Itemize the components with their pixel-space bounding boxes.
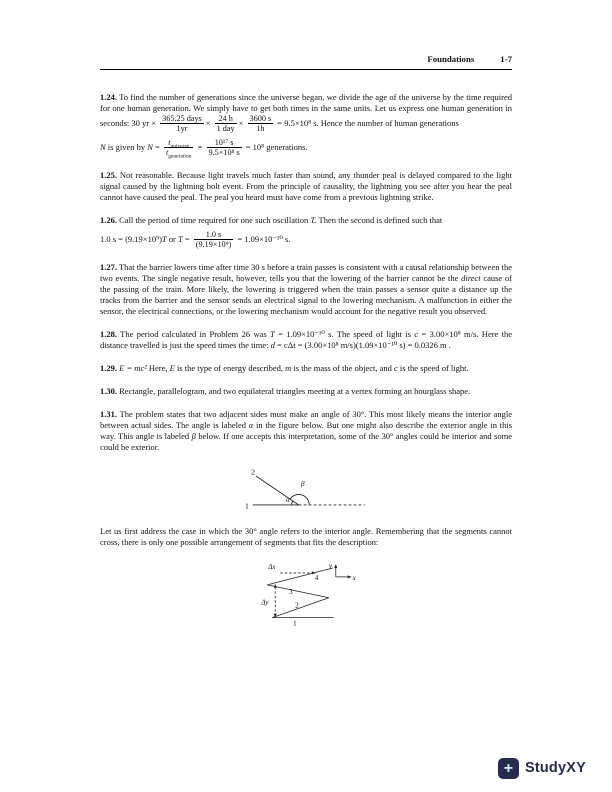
segment-4-label: 4 xyxy=(314,573,318,582)
segment-1-label: 1 xyxy=(292,619,297,628)
variable-T: T. xyxy=(310,214,317,225)
text-run: Rectangle, parallelogram, and two equilateral triangles meeting at a vertex forming an hourglass shape. xyxy=(117,385,471,396)
segment-4-line xyxy=(267,567,333,584)
text-run: To find the number of generations since the universe began, we divide the age of the universe by the time required for one human generation. We simply have to get both times in the same units. Let us express one human generation in seconds: xyxy=(100,92,512,128)
problem-1-30 xyxy=(100,386,512,397)
denominator: 1 day xyxy=(216,124,235,134)
figure-angle-wrap xyxy=(100,467,512,516)
variable-t: t xyxy=(165,148,169,158)
delta-x-label: Δx xyxy=(267,562,275,571)
problem-number: 1.24. xyxy=(100,92,117,102)
delta-y-label: Δy xyxy=(260,598,268,607)
equals-sign: = xyxy=(197,141,203,152)
segment-3-line xyxy=(267,584,329,597)
header-rule xyxy=(100,69,512,70)
variable-alpha: α xyxy=(248,419,254,430)
variable-t: t xyxy=(168,137,171,147)
denominator: 1h xyxy=(256,124,265,134)
variable-T: T xyxy=(177,233,183,244)
x-axis-label: x xyxy=(352,573,356,582)
fraction-hours-per-day xyxy=(215,114,237,134)
y-axis-label: y xyxy=(328,561,332,570)
text-run: below. If one accepts this interpretation, some of the 30° angles could be interior and some could be exterior. xyxy=(100,430,512,452)
variable-T: T xyxy=(270,328,275,339)
math-text: 1.0 s = (9.19×10⁹) xyxy=(100,233,162,244)
problem-1-26 xyxy=(100,215,512,250)
fraction-time-ratio xyxy=(164,138,194,158)
fraction-values xyxy=(207,138,242,158)
denominator: (9.19×10⁹) xyxy=(195,240,232,250)
emphasis-direct: direct xyxy=(461,272,481,283)
segment-3-label: 3 xyxy=(288,587,293,596)
figure-interior-exterior-angle xyxy=(240,467,373,513)
variable-E: E xyxy=(169,362,175,373)
text-run: cause of the passing of the train. More likely, the lowering is triggered when the train passes a sensor quite a distance up the tracks from the barrier and the sensor sends an electrical signal to the lowering mechanism. A malfunction in either the sensor, the electrical connections, or the lowering mechanism would account for the negative result you observed. xyxy=(100,272,512,316)
segment-2-label: 2 xyxy=(250,467,255,477)
beta-label: β xyxy=(300,479,305,488)
problem-number: 1.25. xyxy=(100,169,117,180)
numerator: 10¹⁷ s xyxy=(207,138,242,148)
text-run: or xyxy=(166,233,178,244)
numerator: 24 h xyxy=(215,114,237,124)
problem-1-25 xyxy=(100,170,512,203)
problem-number: 1.28. xyxy=(100,328,117,339)
numerator xyxy=(164,138,194,148)
problem-1-28 xyxy=(100,329,512,351)
times-sign: × xyxy=(238,117,244,128)
denominator: 1yr xyxy=(176,124,188,134)
figure-zigzag-wrap xyxy=(100,562,512,632)
segment-1-label: 1 xyxy=(244,500,249,510)
variable-c: c xyxy=(394,362,398,373)
variable-c: c xyxy=(414,328,419,339)
problem-1-24 xyxy=(100,92,512,158)
fraction-days-per-year xyxy=(160,114,204,134)
variable-m: m xyxy=(285,362,292,373)
problem-number: 1.26. xyxy=(100,214,117,225)
text-run: is given by xyxy=(105,141,148,152)
plus-icon: + xyxy=(498,758,519,779)
alpha-label: α xyxy=(285,495,290,504)
page-header xyxy=(100,54,512,65)
beta-angle-arc xyxy=(290,494,309,504)
problem-number: 1.30. xyxy=(100,385,117,396)
text-run: Here, xyxy=(146,362,170,373)
x-axis-arrowhead xyxy=(347,575,351,578)
header-section-title: Foundations xyxy=(427,54,475,64)
text-run: The period calculated in Problem 26 was xyxy=(117,328,271,339)
subscript-universe: universe xyxy=(170,143,190,150)
denominator xyxy=(164,148,194,160)
variable-N: N xyxy=(147,141,153,152)
math-text: = 1.09×10⁻¹⁰ s. xyxy=(278,328,334,339)
text-run: is the speed of light. xyxy=(397,362,469,373)
fraction-period xyxy=(194,230,233,250)
fraction-seconds-per-hour xyxy=(248,114,274,134)
text-run: Here the distance travelled is just the speed times the time: xyxy=(100,328,513,350)
variable-T: T xyxy=(161,233,167,244)
variable-beta: β xyxy=(191,430,196,441)
problem-1-29 xyxy=(100,363,512,374)
segment-2-line xyxy=(272,597,329,617)
equation-emc2: E = mc² xyxy=(119,362,147,373)
problem-1-27 xyxy=(100,262,512,317)
math-text: = 3.00×10⁸ m/s. xyxy=(421,328,479,339)
text-run: is the mass of the object, and xyxy=(291,362,394,373)
segment-2-line xyxy=(256,476,299,505)
text-run: The problem states that two adjacent sides must make an angle of 30°. This most likely means the interior angle between actual sides. The angle is labeled xyxy=(100,408,512,430)
text-run: Call the period of time required for one such oscillation xyxy=(117,214,311,225)
math-text: = 1.09×10⁻¹⁰ s. xyxy=(237,233,291,244)
denominator: 9.5×10⁸ s xyxy=(208,148,240,158)
text-run: That the barrier lowers time after time 30 s before a train passes is consistent with a causal relationship between the two events. The single negative result, however, tells you that the lowering of the barrier cannot be the xyxy=(100,261,512,283)
times-sign: × xyxy=(205,117,211,128)
numerator: 3600 s xyxy=(249,114,272,123)
text-run: in the figure below. But one might also describe the exterior angle in this way. This angle is labeled xyxy=(100,419,512,441)
math-text: = 9.5×10⁸ s. Hence the number of human generations xyxy=(277,117,459,128)
studyxy-logo xyxy=(498,758,586,779)
math-text: = 10⁸ generations. xyxy=(245,141,308,152)
figure-zigzag-segments xyxy=(254,562,359,629)
text-run: Let us first address the case in which the 30° angle refers to the interior angle. Remembering that the segments cannot cross, there is only one possible arrangement of segments that fits the description: xyxy=(100,525,512,547)
text-run: The speed of light is xyxy=(333,328,415,339)
y-axis-arrowhead xyxy=(334,564,337,568)
equals-sign: = xyxy=(184,233,190,244)
numerator: 365.25 days xyxy=(162,114,202,123)
alpha-angle-arc xyxy=(291,500,292,504)
math-text: = cΔt = (3.00×10⁸ m/s)(1.09×10⁻¹⁰ s) = 0.0326 m . xyxy=(277,339,451,350)
variable-N: N xyxy=(100,141,106,152)
variable-d: d xyxy=(270,339,275,350)
text-run: Not reasonable. Because light travels much faster than sound, any thunder peal is delayed compared to the light signal caused by the lightning bolt event. From the principle of causality, the lightning you see after you hear the peal cannot have caused the peal. The peal you heard must have come from a previous lightning strike. xyxy=(100,169,512,202)
problem-number: 1.31. xyxy=(100,408,117,419)
equals-sign: = xyxy=(155,141,160,152)
problem-1-31 xyxy=(100,409,512,453)
math-line xyxy=(100,138,512,158)
subscript-generation: generation xyxy=(168,153,192,160)
text-run: is the type of energy described, xyxy=(174,362,286,373)
text-run: Then the second is defined such that xyxy=(316,214,443,225)
logo-text: StudyXY xyxy=(524,760,586,776)
math-text: 30 yr × xyxy=(131,117,157,128)
segment-2-label: 2 xyxy=(294,601,299,610)
problem-number: 1.27. xyxy=(100,261,117,272)
problem-1-31-continued xyxy=(100,526,512,548)
header-page-number: 1-7 xyxy=(500,54,512,64)
delta-y-up-arrowhead xyxy=(273,583,276,587)
math-line xyxy=(100,230,512,250)
problem-number: 1.29. xyxy=(100,362,117,373)
numerator: 1.0 s xyxy=(194,230,233,240)
